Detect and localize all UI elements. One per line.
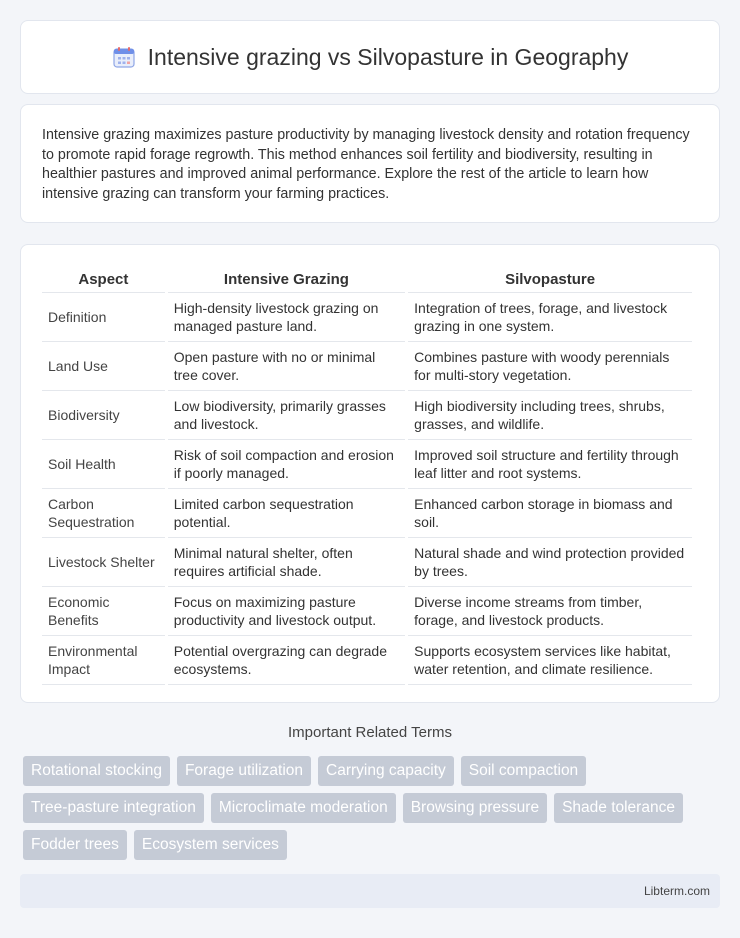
row-silvopasture: Supports ecosystem services like habitat, water retention, and climate resilience. xyxy=(408,636,692,685)
related-terms-title: Important Related Terms xyxy=(288,724,452,741)
page-title: Intensive grazing vs Silvopasture in Geography xyxy=(147,43,629,70)
header-intensive-grazing: Intensive Grazing xyxy=(168,263,405,293)
tag-browsing-pressure[interactable]: Browsing pressure xyxy=(403,793,547,823)
calendar-icon xyxy=(112,45,136,69)
comparison-table xyxy=(39,263,695,685)
row-silvopasture: High biodiversity including trees, shrubs, grasses, and wildlife. xyxy=(408,391,692,440)
row-silvopasture: Integration of trees, forage, and livestock grazing in one system. xyxy=(408,293,692,342)
table-header-row xyxy=(42,263,692,293)
row-aspect: Definition xyxy=(42,293,165,342)
tag-ecosystem-services[interactable]: Ecosystem services xyxy=(134,830,287,860)
header-aspect: Aspect xyxy=(42,263,165,293)
table-row xyxy=(42,440,692,489)
row-intensive-grazing: Limited carbon sequestration potential. xyxy=(168,489,405,538)
table-row xyxy=(42,538,692,587)
table-row xyxy=(42,587,692,636)
tag-soil-compaction[interactable]: Soil compaction xyxy=(461,756,586,786)
tag-rotational-stocking[interactable]: Rotational stocking xyxy=(23,756,170,786)
intro-card xyxy=(20,104,720,223)
row-intensive-grazing: Potential overgrazing can degrade ecosystems. xyxy=(168,636,405,685)
row-silvopasture: Diverse income streams from timber, forage, and livestock products. xyxy=(408,587,692,636)
table-row xyxy=(42,391,692,440)
table-row xyxy=(42,293,692,342)
row-intensive-grazing: High-density livestock grazing on managed pasture land. xyxy=(168,293,405,342)
table-row xyxy=(42,636,692,685)
tag-fodder-trees[interactable]: Fodder trees xyxy=(23,830,127,860)
related-terms-tags xyxy=(23,756,723,860)
table-row xyxy=(42,342,692,391)
header-card xyxy=(20,20,720,94)
tag-carrying-capacity[interactable]: Carrying capacity xyxy=(318,756,454,786)
footer-brand[interactable]: Libterm.com xyxy=(643,884,710,898)
header-silvopasture: Silvopasture xyxy=(408,263,692,293)
row-aspect: Economic Benefits xyxy=(42,587,165,636)
table-row xyxy=(42,489,692,538)
row-intensive-grazing: Risk of soil compaction and erosion if poorly managed. xyxy=(168,440,405,489)
row-silvopasture: Enhanced carbon storage in biomass and soil. xyxy=(408,489,692,538)
tag-microclimate-moderation[interactable]: Microclimate moderation xyxy=(211,793,396,823)
row-silvopasture: Improved soil structure and fertility through leaf litter and root systems. xyxy=(408,440,692,489)
tag-shade-tolerance[interactable]: Shade tolerance xyxy=(554,793,683,823)
row-intensive-grazing: Minimal natural shelter, often requires artificial shade. xyxy=(168,538,405,587)
row-intensive-grazing: Low biodiversity, primarily grasses and livestock. xyxy=(168,391,405,440)
row-silvopasture: Combines pasture with woody perennials for multi-story vegetation. xyxy=(408,342,692,391)
row-silvopasture: Natural shade and wind protection provided by trees. xyxy=(408,538,692,587)
row-aspect: Livestock Shelter xyxy=(42,538,165,587)
footer xyxy=(20,874,720,908)
row-aspect: Environmental Impact xyxy=(42,636,165,685)
row-intensive-grazing: Open pasture with no or minimal tree cover. xyxy=(168,342,405,391)
tag-tree-pasture-integration[interactable]: Tree-pasture integration xyxy=(23,793,204,823)
row-aspect: Biodiversity xyxy=(42,391,165,440)
comparison-table-card xyxy=(20,244,720,703)
tag-forage-utilization[interactable]: Forage utilization xyxy=(177,756,311,786)
row-aspect: Land Use xyxy=(42,342,165,391)
row-intensive-grazing: Focus on maximizing pasture productivity and livestock output. xyxy=(168,587,405,636)
row-aspect: Soil Health xyxy=(42,440,165,489)
intro-text: Intensive grazing maximizes pasture productivity by managing livestock density and rotation frequency to promote rapid forage regrowth. This method enhances soil fertility and biodiversity, resulting in healthier pastures and improved animal performance. Explore the rest of the article to learn how intensive grazing can transform your farming practices. xyxy=(42,127,690,202)
row-aspect: Carbon Sequestration xyxy=(42,489,165,538)
